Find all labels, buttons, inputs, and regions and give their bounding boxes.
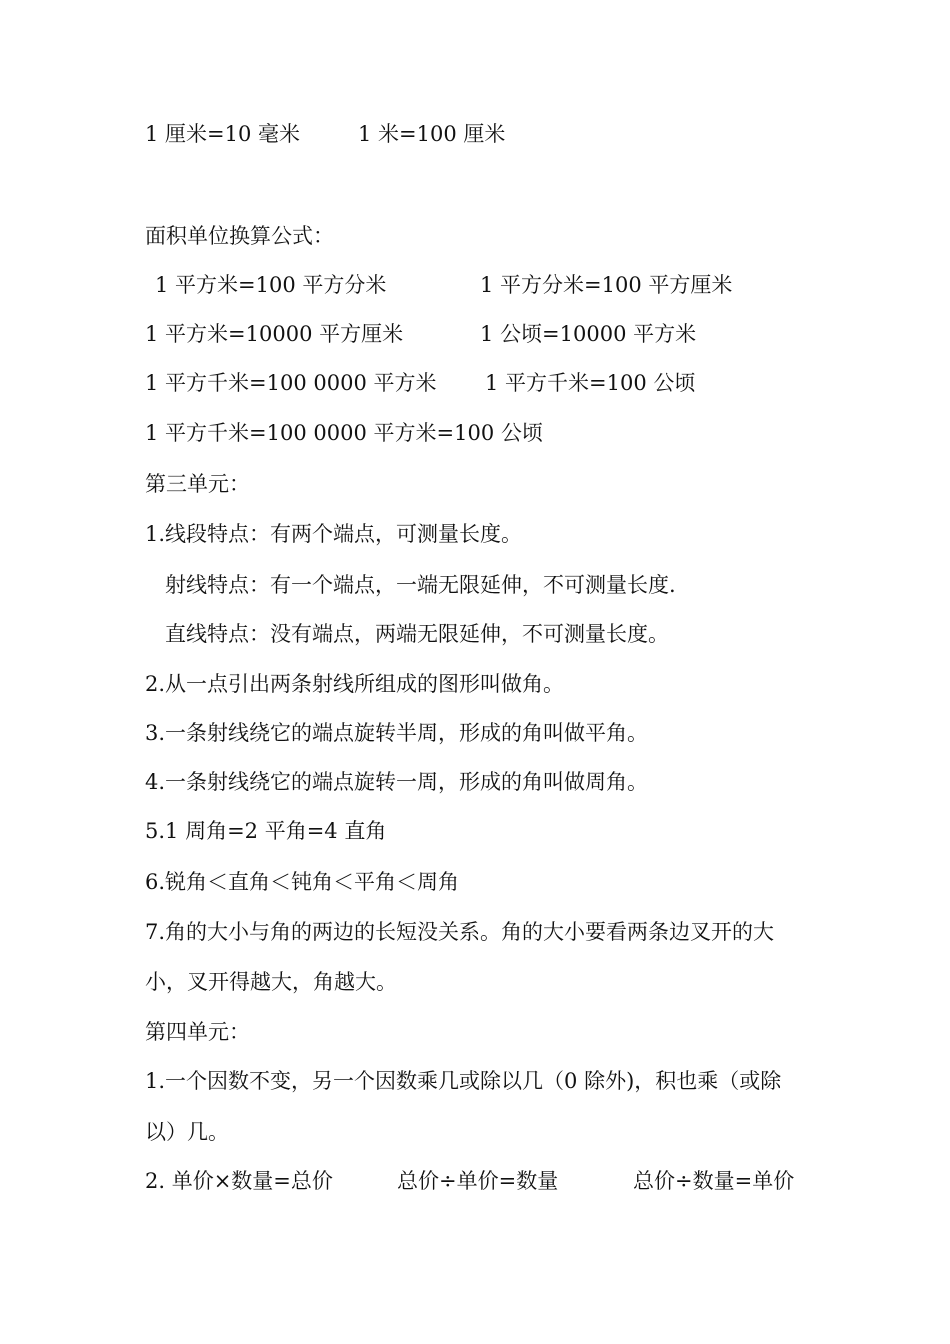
text-segment: 2. 单价×数量=总价 (145, 1169, 333, 1193)
text-line-area-2 (145, 320, 697, 348)
section-heading-unit-4 (145, 1018, 250, 1046)
text-segment: 小，叉开得越大，角越大。 (145, 970, 397, 994)
text-line-angle-size-1 (145, 918, 774, 946)
text-segment: 1 平方千米=100 0000 平方米 (145, 371, 437, 395)
text-segment: 1 平方米=100 平方分米 (155, 273, 387, 297)
text-segment: 5.1 周角=2 平角=4 直角 (145, 819, 387, 843)
text-segment: 射线特点：有一个端点，一端无限延伸，不可测量长度. (165, 573, 676, 597)
text-line-factor-1 (145, 1067, 781, 1095)
section-heading-area-units (145, 222, 334, 250)
text-segment: 1 平方千米=100 0000 平方米=100 公顷 (145, 421, 543, 445)
text-segment: 6.锐角＜直角＜钝角＜平角＜周角 (145, 870, 460, 894)
text-line-straight-line (165, 620, 669, 648)
text-segment: 1 平方分米=100 平方厘米 (480, 273, 733, 297)
text-line-straight-angle (145, 719, 648, 747)
text-line-segment (145, 520, 522, 548)
text-segment: 4.一条射线绕它的端点旋转一周，形成的角叫做周角。 (145, 770, 649, 794)
text-segment: 1 平方千米=100 公顷 (485, 371, 696, 395)
text-segment: 以）几。 (145, 1120, 229, 1144)
text-segment: 1.线段特点：有两个端点，可测量长度。 (145, 522, 523, 546)
text-line-angle-size-2 (145, 968, 397, 996)
text-line-price-formulas (145, 1167, 795, 1195)
text-segment: 第四单元： (145, 1020, 250, 1044)
text-segment: 总价÷数量=单价 (633, 1169, 795, 1193)
text-line-angle-definition (145, 670, 564, 698)
text-line-area-4 (145, 419, 543, 447)
text-segment: 3.一条射线绕它的端点旋转半周，形成的角叫做平角。 (145, 721, 649, 745)
text-segment: 1 厘米=10 毫米 (145, 122, 301, 146)
text-segment: 1 公顷=10000 平方米 (480, 322, 697, 346)
text-segment: 面积单位换算公式： (145, 224, 334, 248)
text-line-length-units (145, 120, 506, 148)
text-segment: 第三单元： (145, 472, 250, 496)
text-segment: 7.角的大小与角的两边的长短没关系。角的大小要看两条边叉开的大 (145, 920, 775, 944)
section-heading-unit-3 (145, 470, 250, 498)
text-line-angle-order (145, 868, 459, 896)
text-segment: 1 米=100 厘米 (358, 122, 506, 146)
text-line-area-1 (155, 271, 733, 299)
text-line-area-3 (145, 369, 696, 397)
text-segment: 2.从一点引出两条射线所组成的图形叫做角。 (145, 672, 565, 696)
text-segment: 总价÷单价=数量 (397, 1169, 559, 1193)
text-segment: 1.一个因数不变，另一个因数乘几或除以几（0 除外)，积也乘（或除 (145, 1069, 782, 1093)
text-segment: 1 平方米=10000 平方厘米 (145, 322, 404, 346)
text-line-ray (165, 571, 676, 599)
text-line-angle-relation (145, 817, 386, 845)
text-line-factor-2 (145, 1118, 229, 1146)
text-segment: 直线特点：没有端点，两端无限延伸，不可测量长度。 (165, 622, 669, 646)
text-line-round-angle (145, 768, 648, 796)
